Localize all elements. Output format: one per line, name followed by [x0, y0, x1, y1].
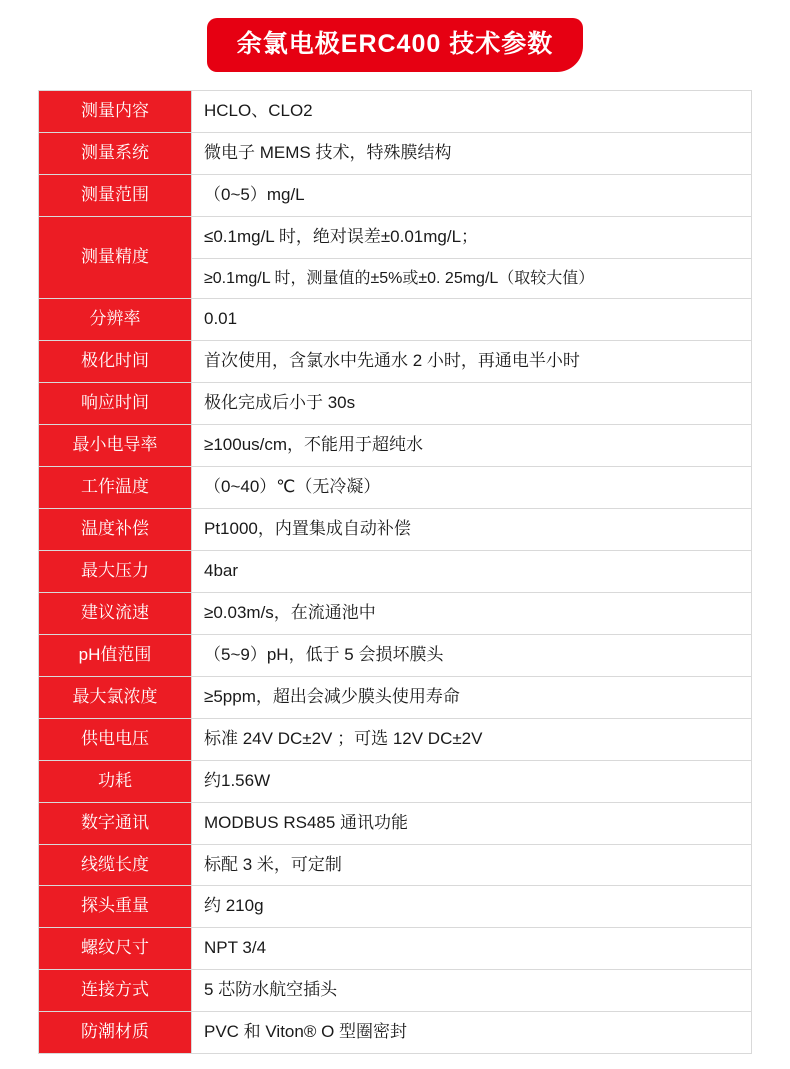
- table-row: [39, 592, 752, 634]
- specification-table: [38, 90, 752, 1054]
- table-row: [39, 383, 752, 425]
- table-row: [39, 550, 752, 592]
- spec-label: 供电电压: [39, 718, 192, 760]
- spec-label: 测量范围: [39, 174, 192, 216]
- spec-value: 5 芯防水航空插头: [192, 970, 752, 1012]
- spec-value: 约 210g: [192, 886, 752, 928]
- spec-label: 测量内容: [39, 91, 192, 133]
- table-row: [39, 928, 752, 970]
- spec-label: 螺纹尺寸: [39, 928, 192, 970]
- spec-value: 标准 24V DC±2V ；可选 12V DC±2V: [192, 718, 752, 760]
- table-row: [39, 676, 752, 718]
- table-row: [39, 634, 752, 676]
- page-title: 余氯电极ERC400 技术参数: [207, 18, 583, 72]
- spec-label: 响应时间: [39, 383, 192, 425]
- table-row: [39, 886, 752, 928]
- spec-label: 连接方式: [39, 970, 192, 1012]
- table-row: [39, 760, 752, 802]
- spec-label: 最大氯浓度: [39, 676, 192, 718]
- table-row: [39, 425, 752, 467]
- spec-value: 标配 3 米，可定制: [192, 844, 752, 886]
- table-row: [39, 132, 752, 174]
- table-row: [39, 91, 752, 133]
- table-row: [39, 299, 752, 341]
- spec-label: 最小电导率: [39, 425, 192, 467]
- spec-value: 4bar: [192, 550, 752, 592]
- spec-value: ≥100us/cm，不能用于超纯水: [192, 425, 752, 467]
- spec-label: 分辨率: [39, 299, 192, 341]
- spec-label: 工作温度: [39, 467, 192, 509]
- spec-value: HCLO、CLO2: [192, 91, 752, 133]
- spec-label: pH值范围: [39, 634, 192, 676]
- spec-value: （0~5）mg/L: [192, 174, 752, 216]
- spec-value: ≥5ppm，超出会减少膜头使用寿命: [192, 676, 752, 718]
- spec-label: 温度补偿: [39, 509, 192, 551]
- spec-value: 约1.56W: [192, 760, 752, 802]
- spec-value: 极化完成后小于 30s: [192, 383, 752, 425]
- spec-value: 首次使用，含氯水中先通水 2 小时，再通电半小时: [192, 341, 752, 383]
- spec-value: ≥0.03m/s，在流通池中: [192, 592, 752, 634]
- spec-label: 测量系统: [39, 132, 192, 174]
- spec-value: ≤0.1mg/L 时，绝对误差±0.01mg/L；: [192, 216, 752, 258]
- table-row: [39, 174, 752, 216]
- spec-label: 功耗: [39, 760, 192, 802]
- spec-value: 微电子 MEMS 技术，特殊膜结构: [192, 132, 752, 174]
- table-row: [39, 844, 752, 886]
- table-row: [39, 509, 752, 551]
- spec-label: 探头重量: [39, 886, 192, 928]
- spec-label: 线缆长度: [39, 844, 192, 886]
- table-row: [39, 467, 752, 509]
- spec-label: 数字通讯: [39, 802, 192, 844]
- title-area: [0, 0, 790, 90]
- spec-value: PVC 和 Viton® O 型圈密封: [192, 1012, 752, 1054]
- table-row: [39, 1012, 752, 1054]
- spec-label: 测量精度: [39, 216, 192, 299]
- spec-value: （0~40）℃（无冷凝）: [192, 467, 752, 509]
- table-row: [39, 341, 752, 383]
- spec-label: 极化时间: [39, 341, 192, 383]
- spec-value: NPT 3/4: [192, 928, 752, 970]
- spec-label: 建议流速: [39, 592, 192, 634]
- table-row: [39, 216, 752, 258]
- spec-label: 最大压力: [39, 550, 192, 592]
- table-row: [39, 970, 752, 1012]
- table-row: [39, 718, 752, 760]
- spec-value: 0.01: [192, 299, 752, 341]
- spec-value-secondary: ≥0.1mg/L 时，测量值的±5%或±0. 25mg/L（取较大值）: [192, 258, 752, 299]
- spec-label: 防潮材质: [39, 1012, 192, 1054]
- spec-value: （5~9）pH，低于 5 会损坏膜头: [192, 634, 752, 676]
- spec-value: Pt1000，内置集成自动补偿: [192, 509, 752, 551]
- table-row: [39, 802, 752, 844]
- spec-value: MODBUS RS485 通讯功能: [192, 802, 752, 844]
